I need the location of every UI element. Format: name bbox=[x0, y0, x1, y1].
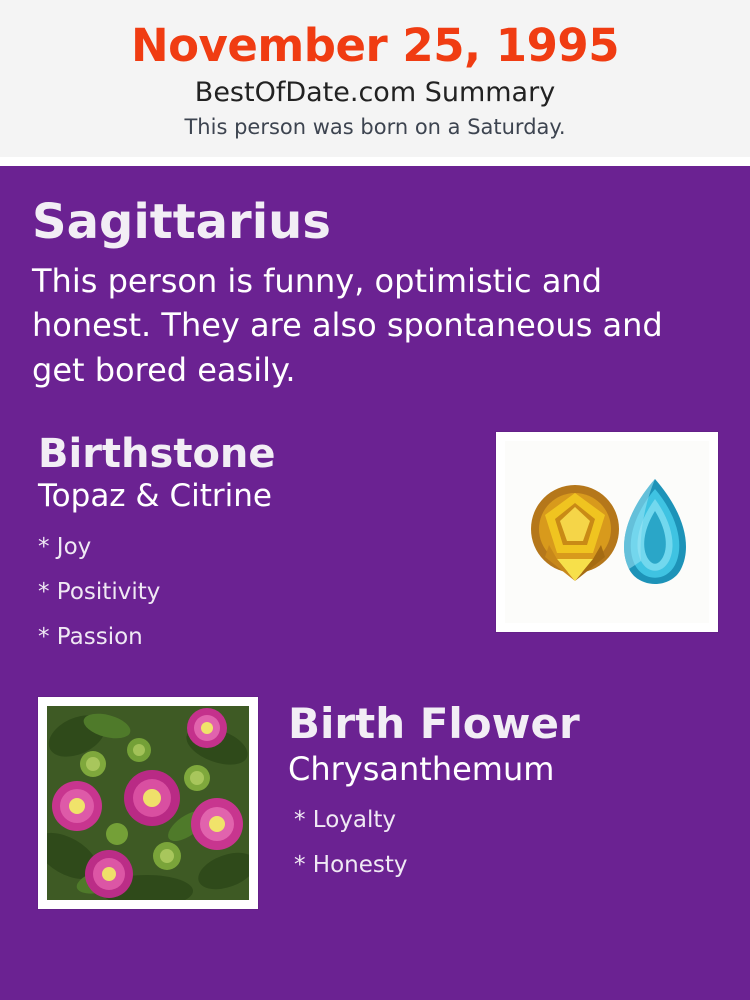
birth-flower-section bbox=[30, 697, 720, 909]
chrysanthemum-photo bbox=[47, 706, 249, 900]
birthstone-title: Birthstone bbox=[38, 430, 276, 477]
weekday-note: This person was born on a Saturday. bbox=[184, 115, 566, 140]
birthstone-section bbox=[30, 432, 720, 660]
zodiac-sign-title: Sagittarius bbox=[32, 194, 331, 251]
header-divider bbox=[0, 157, 750, 166]
birthstone-trait: * Positivity bbox=[38, 578, 161, 605]
birth-flower-name: Chrysanthemum bbox=[288, 749, 555, 788]
birth-flower-trait: * Loyalty bbox=[294, 807, 397, 833]
birthstone-photo bbox=[505, 441, 709, 623]
birthstone-trait: * Passion bbox=[38, 623, 143, 650]
birthstone-names: Topaz & Citrine bbox=[38, 477, 272, 514]
content-panel bbox=[0, 166, 750, 1000]
birth-flower-title: Birth Flower bbox=[288, 699, 580, 749]
birthstone-trait: * Joy bbox=[38, 533, 92, 560]
birth-flower-trait: * Honesty bbox=[294, 851, 408, 878]
site-subtitle: BestOfDate.com Summary bbox=[194, 77, 556, 109]
header bbox=[0, 0, 750, 157]
page-title: November 25, 1995 bbox=[130, 19, 620, 72]
birth-flower-image-frame bbox=[38, 697, 258, 909]
birthstone-image-frame bbox=[496, 432, 718, 632]
birthstone-text bbox=[30, 432, 496, 660]
zodiac-description: This person is funny, optimistic and honest. They are also spontaneous and get bored easily. bbox=[32, 262, 663, 389]
birth-flower-text bbox=[258, 697, 720, 887]
